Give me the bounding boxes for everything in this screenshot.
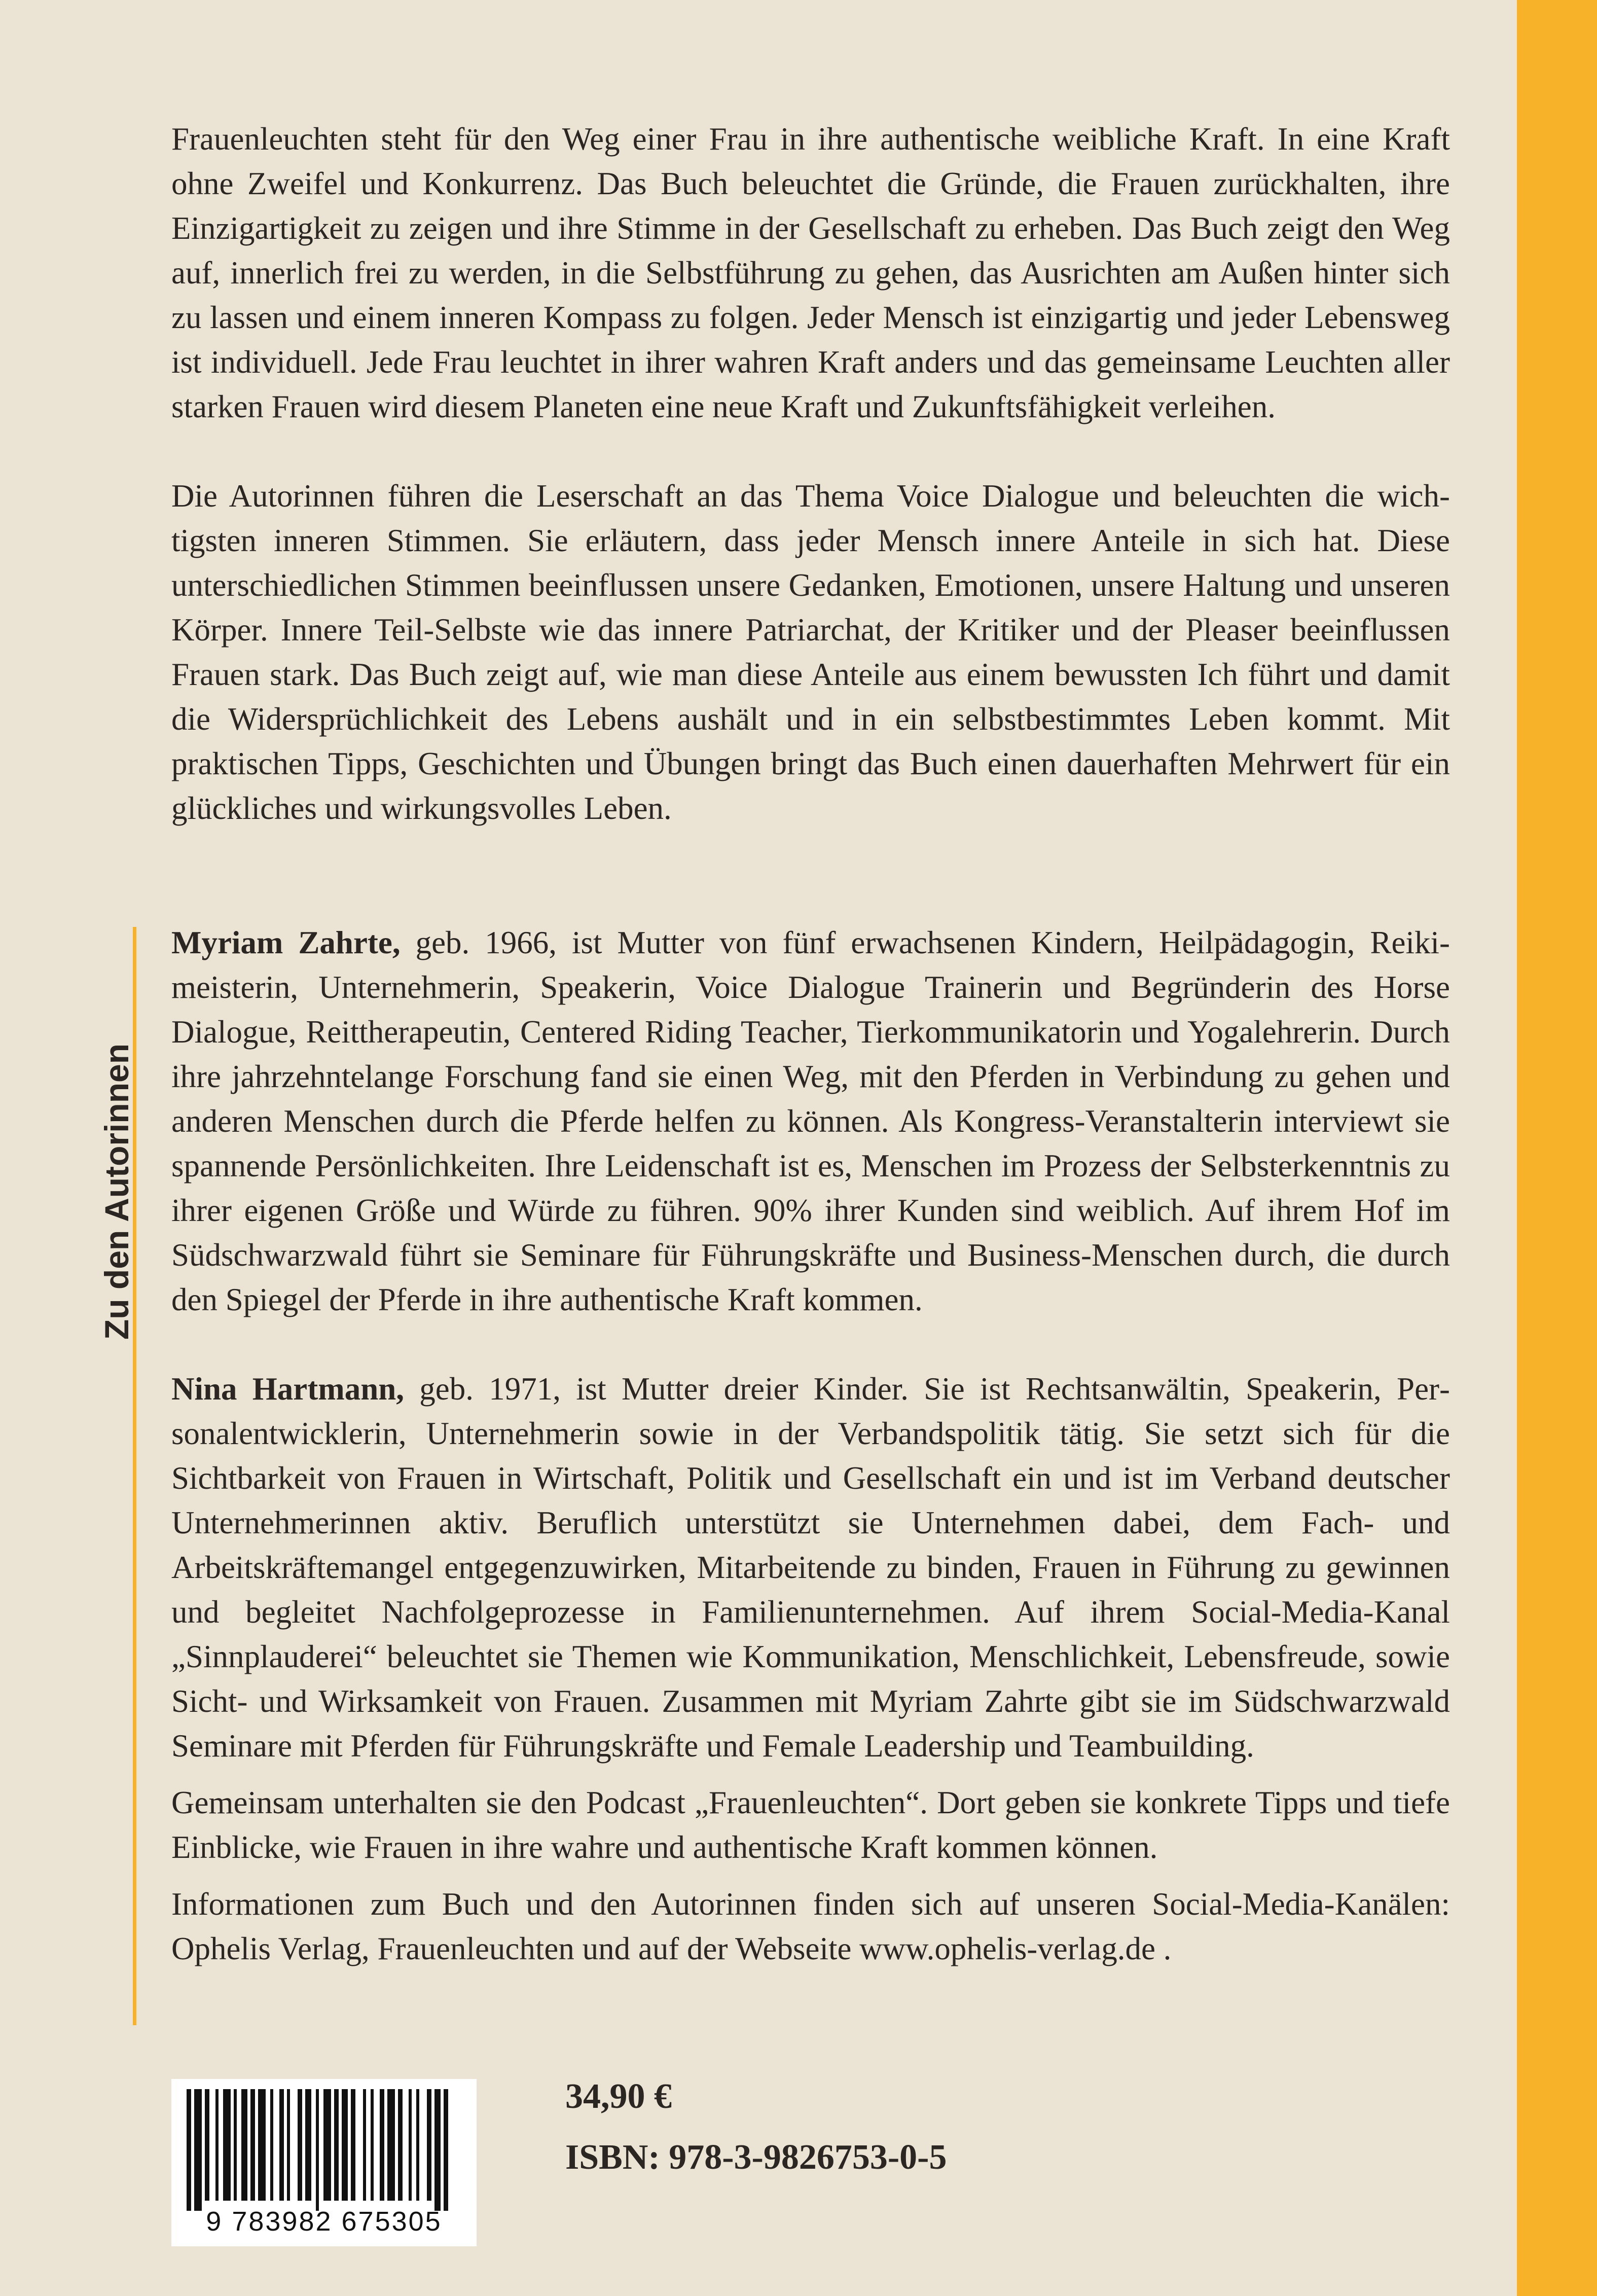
author-1-name: Myriam Zahrte, — [171, 925, 401, 960]
blurb-paragraph-2: Die Autorinnen führen die Leserschaft an das Thema Voice Dialogue und beleuchten die wichtigsten inneren Stimmen. Sie erläutern, dass jeder Mensch innere Anteile in sich hat. Diese unterschiedlichen Stimmen beeinflussen unsere Gedanken, Emotionen, unsere Haltung und unseren Körper. Innere Teil-Selbste wie das innere Patriarchat, der Kritiker und der Pleaser beeinflussen Frauen stark. Das Buch zeigt auf, wie man diese Anteile aus einem bewussten Ich führt und damit die Widersprüchlichkeit des Lebens aushält und in ein selbstbestimmtes Leben kommt. Mit praktischen Tipps, Geschichten und Übungen bringt das Buch einen dauerhaften Mehrwert für ein glückliches und wirkungsvolles Leben. — [171, 478, 1450, 826]
spine-color-stripe — [1517, 0, 1597, 2296]
barcode-digits: 9 783982 675305 — [206, 2206, 442, 2237]
author-1-bio-paragraph — [171, 920, 1450, 1322]
author-2-name: Nina Hartmann, — [171, 1371, 405, 1407]
podcast-paragraph: Gemeinsam unterhalten sie den Podcast „Frauenleuchten“. Dort geben sie konkrete Tipps und tiefe Einblicke, wie Frauen in ihre wahre und authentische Kraft kommen können. — [171, 1785, 1450, 1865]
authors-heading-text: Zu den Autorinnen — [98, 1043, 135, 1340]
author-2-bio: geb. 1971, ist Mutter dreier Kinder. Sie ist Rechtsanwältin, Speakerin, Personalentwicklerin, Unternehmerin sowie in der Verbandspolitik tätig. Sie setzt sich für die Sichtbarkeit von Frauen in Wirtschaft, Politik und Gesellschaft ein und ist im Verband deutscher Unternehmerinnen aktiv. Beruflich unterstützt sie Unternehmen dabei, dem Fach- und Arbeitskräftemangel entgegenzuwirken, Mitarbeitende zu binden, Frauen in Führung zu gewinnen und begleitet Nachfolgeprozesse in Familienunternehmen. Auf ihrem Social-Media-Kanal „Sinnplauderei“ beleuchtet sie Themen wie Kommunikation, Menschlichkeit, Lebensfreude, sowie Sicht- und Wirksamkeit von Frauen. Zusammen mit Myriam Zahrte gibt sie im Südschwarzwald Seminare mit Pferden für Führungskräfte und Female Leadership und Teambuilding. — [171, 1371, 1450, 1764]
price: 34,90 € — [565, 2077, 672, 2116]
author-1-bio: geb. 1966, ist Mutter von fünf erwachsenen Kindern, Heilpädagogin, Reikimeisterin, Unternehmerin, Speakerin, Voice Dialogue Trainerin und Begründerin des Horse Dialogue, Reittherapeutin, Centered Riding Teacher, Tierkommunikatorin und Yogalehrerin. Durch ihre jahrzehntelange Forschung fand sie einen Weg, mit den Pferden in Verbindung zu gehen und anderen Menschen durch die Pferde helfen zu können. Als Kongress-Veranstalterin interviewt sie spannende Persönlichkeiten. Ihre Leidenschaft ist es, Menschen im Prozess der Selbsterkenntnis zu ihrer eigenen Größe und Würde zu führen. 90% ihrer Kunden sind weiblich. Auf ihrem Hof im Südschwarzwald führt sie Seminare für Führungskräfte und Business-Menschen durch, die durch den Spiegel der Pferde in ihre authentische Kraft kommen. — [171, 925, 1450, 1317]
authors-heading — [91, 1043, 142, 1340]
isbn: ISBN: 978-3-9826753-0-5 — [565, 2138, 947, 2177]
authors-section — [171, 920, 1450, 1971]
price-isbn-block — [565, 2066, 947, 2188]
blurb-paragraph-1: Frauenleuchten steht für den Weg einer Frau in ihre authentische weibliche Kraft. In eine Kraft ohne Zweifel und Konkurrenz. Das Buch beleuchtet die Gründe, die Frauen zurückhalten, ihre Einzigartigkeit zu zeigen und ihre Stimme in der Gesellschaft zu erheben. Das Buch zeigt den Weg auf, innerlich frei zu werden, in die Selbstführung zu gehen, das Ausrichten am Außen hinter sich zu lassen und einem inneren Kompass zu folgen. Jeder Mensch ist einzigartig und jeder Lebensweg ist individuell. Jede Frau leuchtet in ihrer wahren Kraft anders und das gemeinsame Leuchten aller starken Frauen wird diesem Planeten eine neue Kraft und Zukunftsfähigkeit verleihen. — [171, 121, 1450, 424]
info-paragraph: Informationen zum Buch und den Autorinnen finden sich auf unseren Social-Media-Kanälen: Ophelis Verlag, Frauenleuchten und auf der Webseite www.ophelis-verlag.de . — [171, 1886, 1450, 1966]
isbn-barcode — [171, 2079, 477, 2246]
author-2-bio-paragraph — [171, 1367, 1450, 1768]
blurb-section — [171, 117, 1450, 831]
